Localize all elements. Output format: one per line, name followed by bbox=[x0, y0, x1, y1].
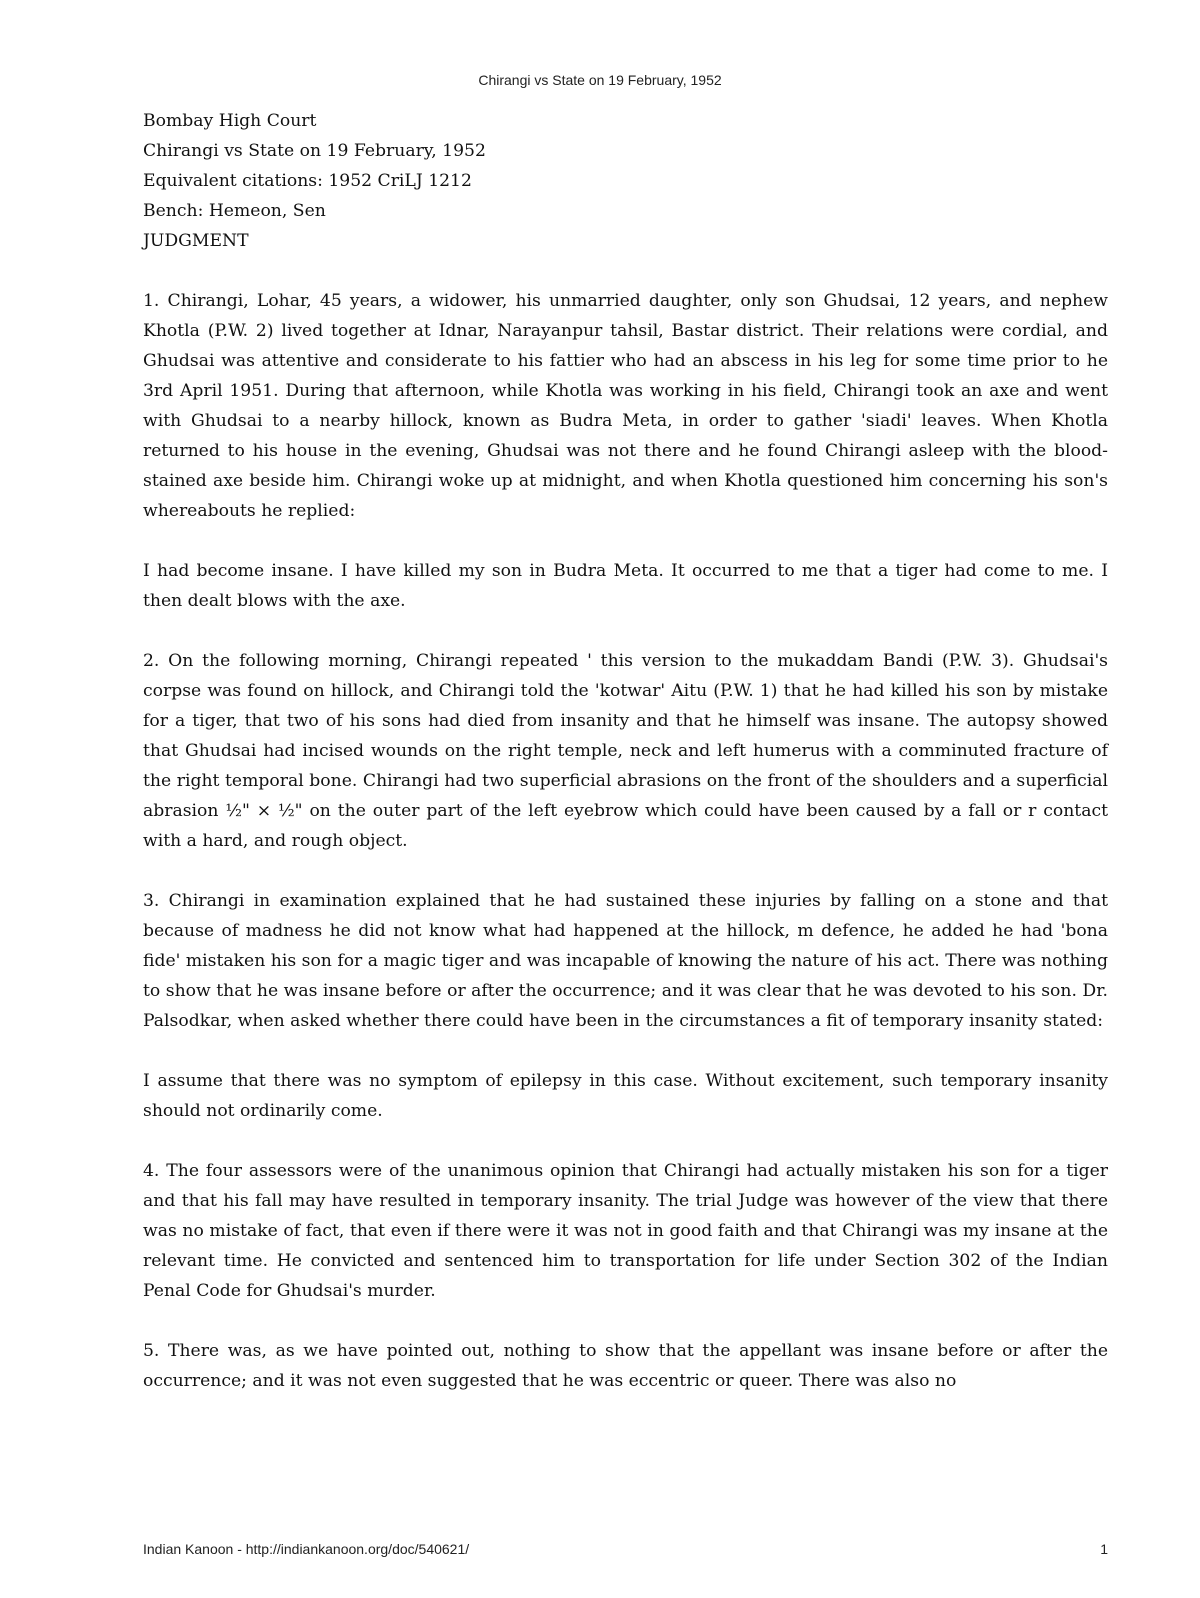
equivalent-citations: Equivalent citations: 1952 CriLJ 1212 bbox=[143, 171, 472, 191]
paragraph-3: 3. Chirangi in examination explained that he had sustained these injuries by falling on a stone and that because of madness he did not know what had happened at the hillock, m defence, he added he had 'bona fide' mistaken his son for a magic tiger and was incapable of knowing the nature of his act. There was nothing to show that he was insane before or after the occurrence; and it was clear that he was devoted to his son. Dr. Palsodkar, when asked whether there could have been in the circumstances a fit of temporary insanity stated: bbox=[143, 891, 1108, 1031]
bench: Bench: Hemeon, Sen bbox=[143, 201, 326, 221]
page-number: 1 bbox=[1100, 1541, 1108, 1557]
paragraph-1: 1. Chirangi, Lohar, 45 years, a widower, his unmarried daughter, only son Ghudsai, 12 years, and nephew Khotla (P.W. 2) lived together at Idnar, Narayanpur tahsil, Bastar district. Their relations were cordial, and Ghudsai was attentive and considerate to his fattier who had an abscess in his leg for some time prior to he 3rd April 1951. During that afternoon, while Khotla was working in his field, Chirangi took an axe and went with Ghudsai to a nearby hillock, known as Budra Meta, in order to gather 'siadi' leaves. When Khotla returned to his house in the evening, Ghudsai was not there and he found Chirangi asleep with the blood-stained axe beside him. Chirangi woke up at midnight, and when Khotla questioned him concerning his son's whereabouts he replied: bbox=[143, 291, 1108, 521]
judgment-heading: JUDGMENT bbox=[143, 231, 249, 251]
running-header: Chirangi vs State on 19 February, 1952 bbox=[478, 72, 722, 88]
paragraph-4: 4. The four assessors were of the unanimous opinion that Chirangi had actually mistaken his son for a tiger and that his fall may have resulted in temporary insanity. The trial Judge was however of the view that there was no mistake of fact, that even if there were it was not in good faith and that Chirangi was my insane at the relevant time. He convicted and sentenced him to transportation for life under Section 302 of the Indian Penal Code for Ghudsai's murder. bbox=[143, 1161, 1108, 1301]
quoted-testimony: I assume that there was no symptom of epilepsy in this case. Without excitement, such temporary insanity should not ordinarily come. bbox=[143, 1071, 1108, 1121]
quoted-statement: I had become insane. I have killed my son in Budra Meta. It occurred to me that a tiger had come to me. I then dealt blows with the axe. bbox=[143, 561, 1108, 611]
court-name: Bombay High Court bbox=[143, 111, 317, 131]
paragraph-5: 5. There was, as we have pointed out, nothing to show that the appellant was insane before or after the occurrence; and it was not even suggested that he was eccentric or queer. There was also no bbox=[143, 1341, 1108, 1391]
document-body bbox=[143, 106, 1108, 1426]
case-title: Chirangi vs State on 19 February, 1952 bbox=[143, 141, 486, 161]
paragraph-2: 2. On the following morning, Chirangi repeated ' this version to the mukaddam Bandi (P.W. 3). Ghudsai's corpse was found on hillock, and Chirangi told the 'kotwar' Aitu (P.W. 1) that he had killed his son by mistake for a tiger, that two of his sons had died from insanity and that he himself was insane. The autopsy showed that Ghudsai had incised wounds on the right temple, neck and left humerus with a comminuted fracture of the right temporal bone. Chirangi had two superficial abrasions on the front of the shoulders and a superficial abrasion ½" × ½" on the outer part of the left eyebrow which could have been caused by a fall or r contact with a hard, and rough object. bbox=[143, 651, 1108, 851]
footer-source-link[interactable]: Indian Kanoon - http://indiankanoon.org/doc/540621/ bbox=[143, 1541, 470, 1557]
